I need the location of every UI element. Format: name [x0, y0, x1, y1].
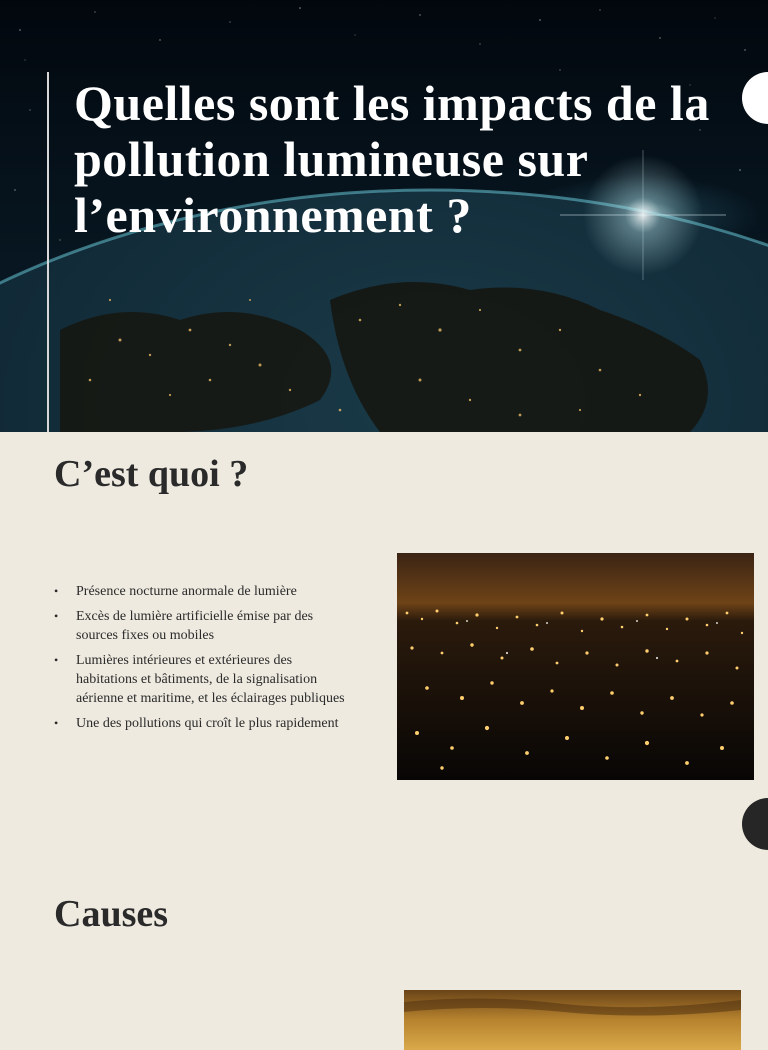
slide-nav-tab-dark[interactable]	[742, 798, 768, 850]
city-lights-photo	[397, 553, 754, 780]
bullet-item: • Une des pollutions qui croît le plus rapidement	[54, 714, 354, 733]
definition-bullet-list	[54, 582, 354, 739]
bullet-item: • Présence nocturne anormale de lumière	[54, 582, 354, 601]
section-title-causes: Causes	[54, 893, 169, 935]
sunset-photo	[404, 990, 741, 1050]
section-title-what: C’est quoi ?	[54, 453, 249, 495]
hero-banner	[0, 0, 768, 432]
bullet-item: • Lumières intérieures et extérieures des habitations et bâtiments, de la signalisation aérienne et maritime, et les éclairages publiques	[54, 651, 354, 708]
bullet-item: • Excès de lumière artificielle émise par des sources fixes ou mobiles	[54, 607, 354, 645]
title-accent-line	[47, 72, 49, 432]
page-title: Quelles sont les impacts de la pollution lumineuse sur l’environnement ?	[74, 75, 710, 243]
